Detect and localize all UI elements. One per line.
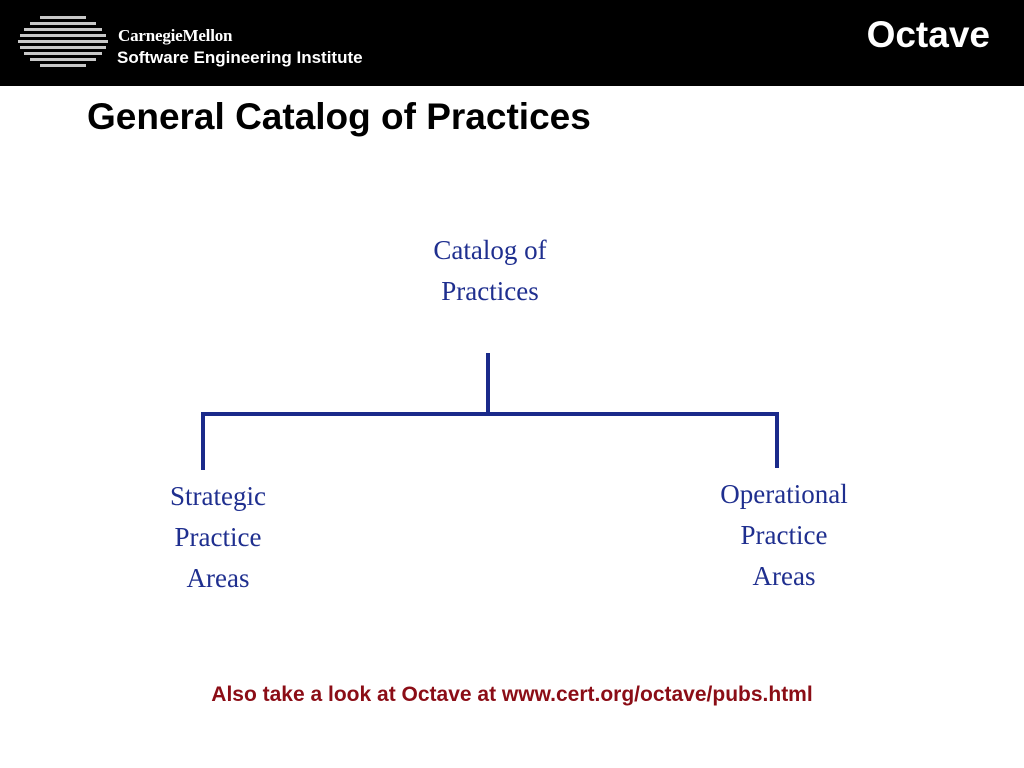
org-name-line-2: Software Engineering Institute [117,48,363,67]
node-label-line: Areas [752,561,816,591]
node-label-line: Practices [441,276,539,306]
slide-title: General Catalog of Practices [87,96,591,137]
product-name: Octave [866,14,990,55]
node-strategic-practice-areas [118,476,318,599]
node-operational-practice-areas [684,474,884,597]
node-label-line: Catalog of [433,235,547,265]
node-catalog-of-practices [390,230,590,312]
node-label-line: Strategic [170,481,266,511]
node-label-line: Areas [186,563,250,593]
footer-reference-link[interactable]: Also take a look at Octave at www.cert.org/octave/pubs.html [211,683,813,706]
node-label-line: Practice [174,522,262,552]
node-label-line: Operational [720,479,848,509]
node-label-line: Practice [740,520,828,550]
org-name-line-1: CarnegieMellon [118,26,233,45]
